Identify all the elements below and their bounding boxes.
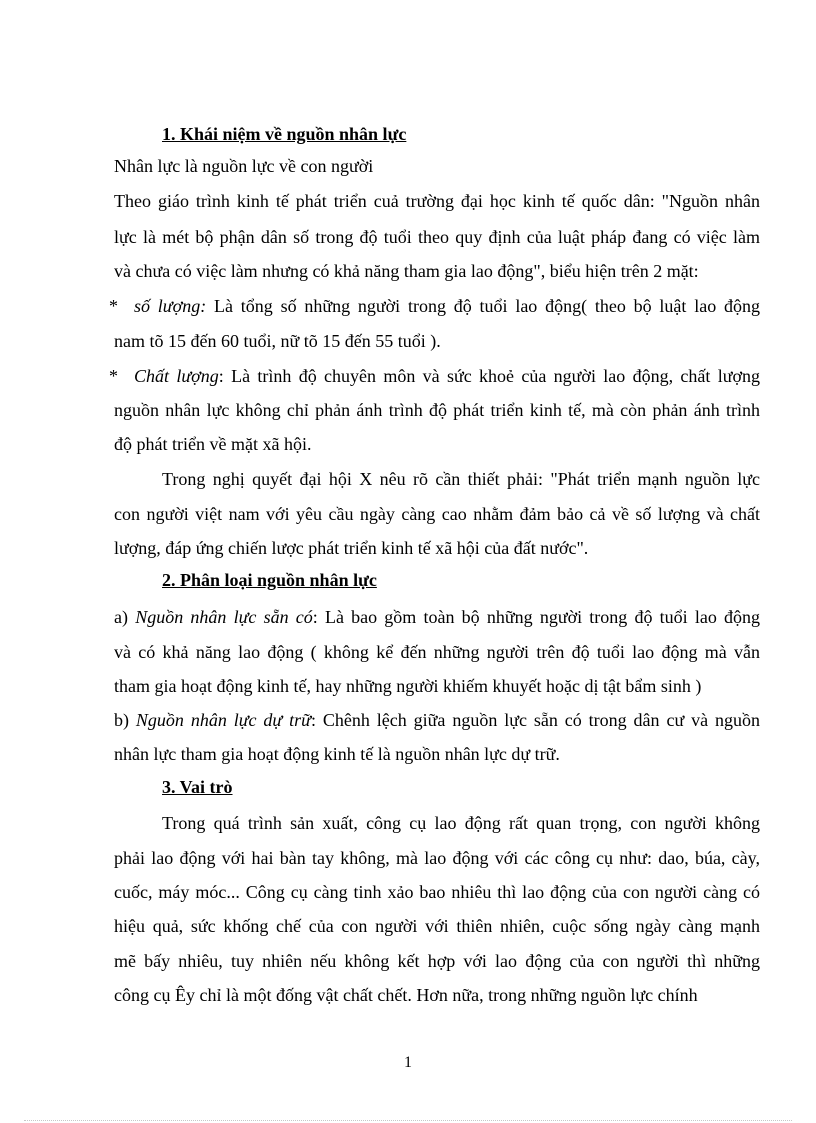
bullet-line bbox=[134, 364, 760, 388]
paragraph-line: và chưa có việc làm nhưng có khả năng tham gia lao động", biểu hiện trên 2 mặt: bbox=[114, 261, 699, 281]
bullet-marker: * bbox=[109, 366, 118, 386]
paragraph-line: và có khả năng lao động ( không kể đến những người trên độ tuổi lao động mà vẫn bbox=[114, 642, 760, 662]
list-label: b) bbox=[114, 710, 129, 730]
paragraph-line: con người việt nam với yêu cầu ngày càng cao nhằm đảm bảo cả về số lượng và chất bbox=[114, 504, 760, 524]
list-text: : Chênh lệch giữa nguồn lực sẵn có trong dân cư và nguồn bbox=[310, 710, 760, 730]
bullet-term: Chất lượng bbox=[134, 366, 219, 386]
paragraph-line: lực là mét bộ phận dân số trong độ tuổi theo quy định của luật pháp đang có việc làm bbox=[114, 227, 760, 247]
paragraph-line: nguồn nhân lực không chỉ phản ánh trình độ phát triển kinh tế, mà còn phản ánh trình bbox=[114, 400, 760, 420]
bullet-text: : Là trình độ chuyên môn và sức khoẻ của người lao động, chất lượng bbox=[218, 366, 760, 386]
bullet-term: số lượng: bbox=[134, 296, 207, 316]
paragraph-line: công cụ Êy chỉ là một đống vật chất chết. Hơn nữa, trong những nguồn lực chính bbox=[114, 985, 698, 1005]
section-3-heading: 3. Vai trò bbox=[162, 777, 233, 797]
page-bottom-rule bbox=[24, 1120, 792, 1121]
list-label: a) bbox=[114, 607, 128, 627]
bullet-text: Là tổng số những người trong độ tuổi lao động( theo bộ luật lao động bbox=[206, 296, 760, 316]
section-1-heading: 1. Khái niệm về nguồn nhân lực bbox=[162, 124, 407, 144]
bullet-line bbox=[134, 294, 760, 318]
paragraph-line: cuốc, máy móc... Công cụ càng tinh xảo bao nhiêu thì lao động của con người càng có bbox=[114, 882, 760, 902]
list-term: Nguồn nhân lực sẵn có bbox=[135, 607, 313, 627]
paragraph-line: độ phát triển về mặt xã hội. bbox=[114, 434, 312, 454]
list-term: Nguồn nhân lực dự trữ bbox=[135, 710, 311, 730]
paragraph-line: Trong nghị quyết đại hội X nêu rõ cần thiết phải: "Phát triển mạnh nguồn lực bbox=[162, 469, 760, 489]
list-item-b bbox=[114, 708, 760, 732]
paragraph-line: nam tõ 15 đến 60 tuổi, nữ tõ 15 đến 55 tuổi ). bbox=[114, 331, 441, 351]
paragraph-line: mẽ bấy nhiêu, tuy nhiên nếu không kết hợp với lao động của con người thì những bbox=[114, 951, 760, 971]
paragraph-line: lượng, đáp ứng chiến lược phát triển kinh tế xã hội của đất nước". bbox=[114, 538, 589, 558]
section-2-heading: 2. Phân loại nguồn nhân lực bbox=[162, 570, 377, 590]
list-item-a bbox=[114, 605, 760, 629]
list-text: : Là bao gồm toàn bộ những người trong độ tuổi lao động bbox=[312, 607, 761, 627]
paragraph-line: nhân lực tham gia hoạt động kinh tế là nguồn nhân lực dự trữ. bbox=[114, 744, 560, 764]
paragraph-line: hiệu quả, sức khống chế của con người với thiên nhiên, cuộc sống ngày càng mạnh bbox=[114, 916, 760, 936]
paragraph-line: phải lao động với hai bàn tay không, mà lao động với các công cụ như: dao, búa, cày, bbox=[114, 848, 760, 868]
paragraph-line: tham gia hoạt động kinh tế, hay những người khiếm khuyết hoặc dị tật bẩm sinh ) bbox=[114, 676, 702, 696]
paragraph-line: Trong quá trình sản xuất, công cụ lao động rất quan trọng, con người không bbox=[162, 813, 760, 833]
bullet-marker: * bbox=[109, 296, 118, 316]
page-number: 1 bbox=[404, 1054, 412, 1071]
paragraph-line: Theo giáo trình kinh tế phát triển cuả trường đại học kinh tế quốc dân: "Nguồn nhân bbox=[114, 191, 760, 211]
paragraph-line: Nhân lực là nguồn lực về con người bbox=[114, 156, 374, 176]
